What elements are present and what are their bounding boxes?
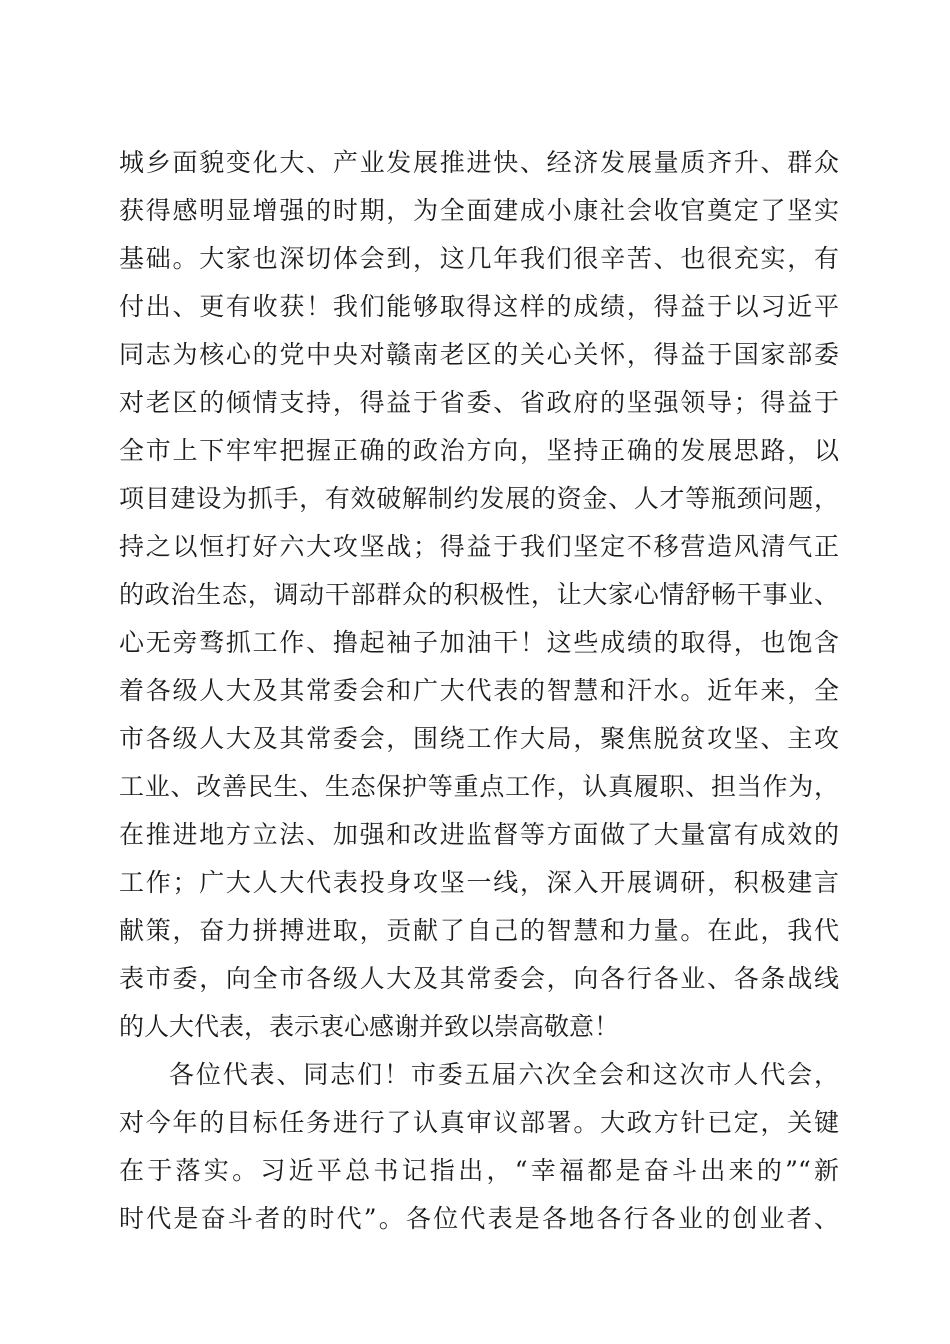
text-line: 工业、改善民生、生态保护等重点工作，认真履职、担当作为，	[119, 772, 839, 801]
text-line: 对今年的目标任务进行了认真审议部署。大政方针已定，关键	[119, 1108, 839, 1137]
text-line: 表市委，向全市各级人大及其常委会，向各行各业、各条战线	[119, 964, 839, 993]
text-line: 对老区的倾情支持，得益于省委、省政府的坚强领导；得益于	[119, 388, 839, 417]
text-line: 付出、更有收获！我们能够取得这样的成绩，得益于以习近平	[119, 292, 839, 321]
text-line: 在推进地方立法、加强和改进监督等方面做了大量富有成效的	[119, 820, 839, 849]
text-line: 献策，奋力拼搏进取，贡献了自己的智慧和力量。在此，我代	[119, 916, 839, 945]
text-line: 同志为核心的党中央对赣南老区的关心关怀，得益于国家部委	[119, 340, 839, 369]
text-line: 市各级人大及其常委会，围绕工作大局，聚焦脱贫攻坚、主攻	[119, 724, 839, 753]
body-text	[119, 139, 839, 1243]
text-line: 项目建设为抓手，有效破解制约发展的资金、人才等瓶颈问题，	[119, 484, 839, 513]
text-line: 着各级人大及其常委会和广大代表的智慧和汗水。近年来，全	[119, 676, 839, 705]
text-line: 基础。大家也深切体会到，这几年我们很辛苦、也很充实，有	[119, 244, 839, 273]
text-line: 持之以恒打好六大攻坚战；得益于我们坚定不移营造风清气正	[119, 532, 839, 561]
paragraph-end-line: 的人大代表，表示衷心感谢并致以崇高敬意！	[119, 1012, 620, 1041]
text-line: 全市上下牢牢把握正确的政治方向，坚持正确的发展思路，以	[119, 436, 839, 465]
text-line: 心无旁骛抓工作、撸起袖子加油干！这些成绩的取得，也饱含	[119, 628, 839, 657]
paragraph-start-line: 各位代表、同志们！市委五届六次全会和这次市人代会，	[169, 1060, 839, 1089]
text-line: 的政治生态，调动干部群众的积极性，让大家心情舒畅干事业、	[119, 580, 839, 609]
text-line: 获得感明显增强的时期，为全面建成小康社会收官奠定了坚实	[119, 196, 839, 225]
text-line: 工作；广大人大代表投身攻坚一线，深入开展调研，积极建言	[119, 868, 839, 897]
text-line: 时代是奋斗者的时代”。各位代表是各地各行各业的创业者、	[119, 1204, 839, 1233]
text-line: 城乡面貌变化大、产业发展推进快、经济发展量质齐升、群众	[119, 148, 839, 177]
text-line: 在于落实。习近平总书记指出，“幸福都是奋斗出来的”“新	[119, 1156, 839, 1185]
